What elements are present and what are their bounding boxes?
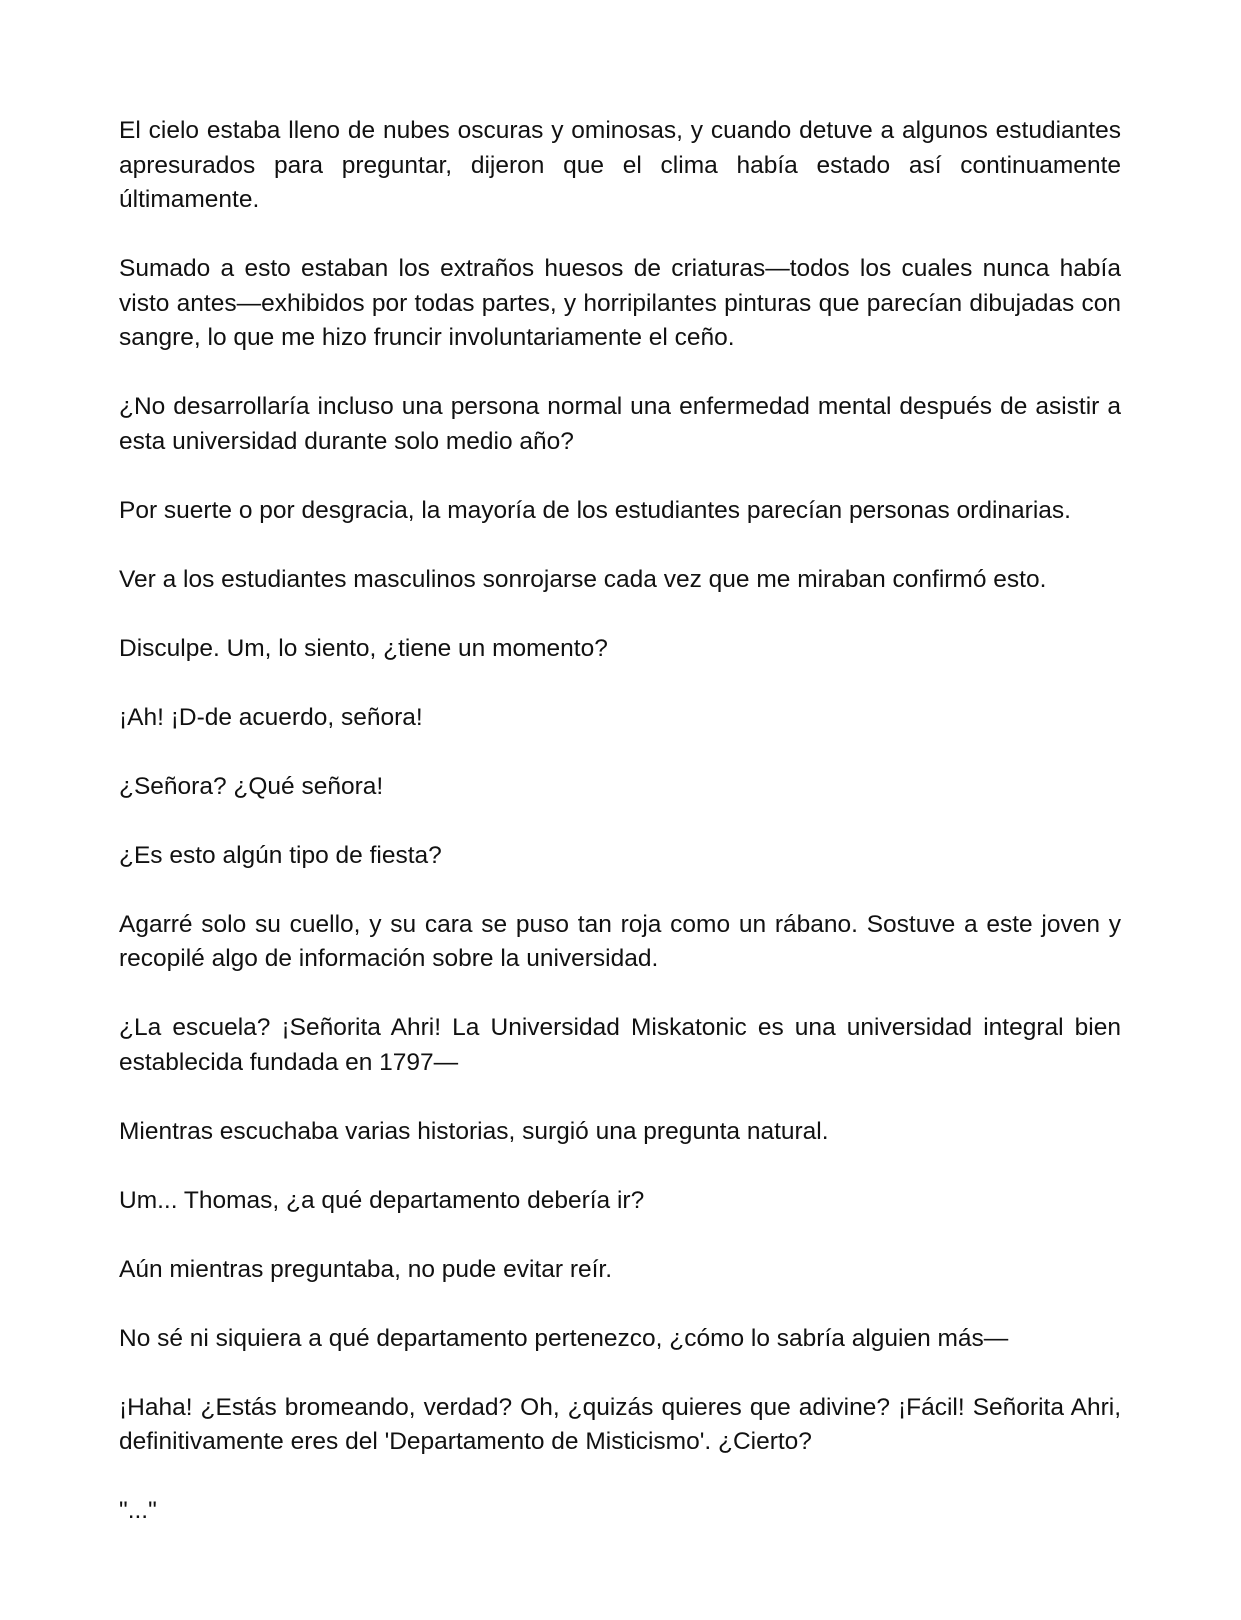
paragraph: Ver a los estudiantes masculinos sonrojarse cada vez que me miraban confirmó esto.: [119, 565, 1047, 593]
document-body: [119, 114, 1121, 1529]
paragraph: ¡Haha! ¿Estás bromeando, verdad? Oh, ¿quizás quieres que adivine? ¡Fácil! Señorita Ahri, definitivamente eres del 'Departamento de Misticismo'. ¿Cierto?: [119, 1393, 1121, 1455]
paragraph: Disculpe. Um, lo siento, ¿tiene un momento?: [119, 634, 608, 662]
paragraph: Por suerte o por desgracia, la mayoría de los estudiantes parecían personas ordinarias.: [119, 496, 1071, 524]
paragraph: ¿Es esto algún tipo de fiesta?: [119, 841, 442, 869]
paragraph: Agarré solo su cuello, y su cara se puso tan roja como un rábano. Sostuve a este joven y recopilé algo de información sobre la universidad.: [119, 910, 1121, 972]
paragraph: Sumado a esto estaban los extraños huesos de criaturas—todos los cuales nunca había visto antes—exhibidos por todas partes, y horripilantes pinturas que parecían dibujadas con sangre, lo que me hizo fruncir involuntariamente el ceño.: [119, 255, 1121, 351]
paragraph: Mientras escuchaba varias historias, surgió una pregunta natural.: [119, 1117, 829, 1145]
paragraph: ¿La escuela? ¡Señorita Ahri! La Universidad Miskatonic es una universidad integral bien establecida fundada en 1797—: [119, 1014, 1121, 1076]
paragraph: ¡Ah! ¡D-de acuerdo, señora!: [119, 703, 423, 731]
paragraph: "...": [119, 1497, 157, 1524]
paragraph: El cielo estaba lleno de nubes oscuras y ominosas, y cuando detuve a algunos estudiantes apresurados para preguntar, dijeron que el clima había estado así continuamente últimamente.: [119, 117, 1121, 213]
paragraph: Aún mientras preguntaba, no pude evitar reír.: [119, 1255, 613, 1283]
paragraph: ¿No desarrollaría incluso una persona normal una enfermedad mental después de asistir a esta universidad durante solo medio año?: [119, 393, 1121, 455]
paragraph: Um... Thomas, ¿a qué departamento debería ir?: [119, 1186, 645, 1214]
paragraph: ¿Señora? ¿Qué señora!: [119, 772, 384, 800]
paragraph: No sé ni siquiera a qué departamento pertenezco, ¿cómo lo sabría alguien más—: [119, 1324, 1009, 1352]
